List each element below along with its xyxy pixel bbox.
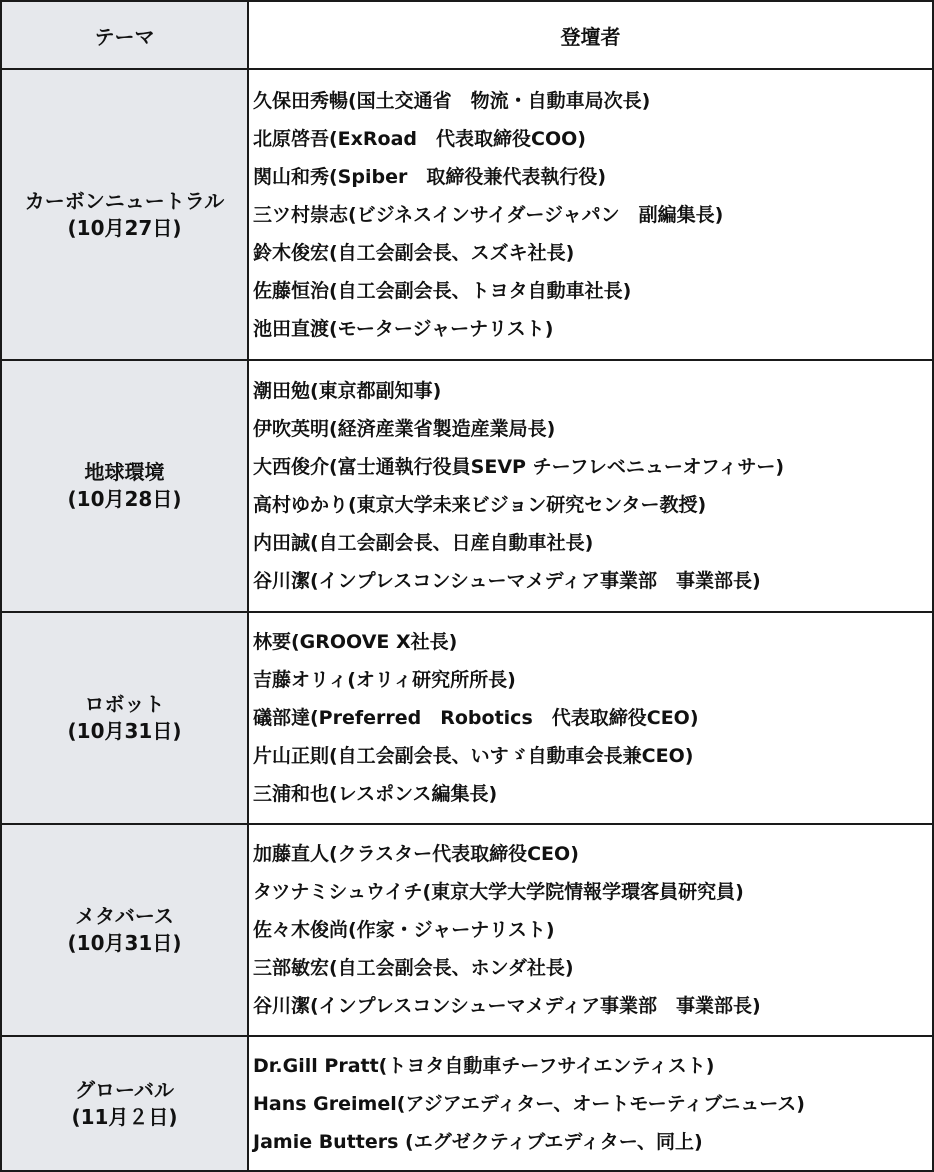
theme-cell [1, 1036, 248, 1171]
speakers-cell [248, 824, 933, 1036]
speaker-entry: 鈴木俊宏(自工会副会長、スズキ社長) [253, 241, 575, 264]
speaker-entry: 北原啓吾(ExRoad 代表取締役COO) [253, 127, 586, 150]
speaker-entry: 谷川潔(インプレスコンシューマメディア事業部 事業部長) [253, 995, 761, 1017]
theme-date: (10月31日) [67, 931, 182, 955]
speaker-entry: 谷川潔(インプレスコンシューマメディア事業部 事業部長) [253, 570, 761, 592]
theme-date: (11月２日) [71, 1104, 178, 1129]
speaker-entry: 池田直渡(モータージャーナリスト) [253, 317, 554, 340]
speakers-cell [248, 1036, 933, 1171]
speaker-entry: 高村ゆかり(東京大学未来ビジョン研究センター教授) [253, 494, 707, 516]
section-row-carbon-neutral [1, 69, 933, 360]
theme-date: (10月31日) [67, 719, 182, 743]
speakers-column-header: 登壇者 [248, 1, 933, 69]
speaker-entry: 吉藤オリィ(オリィ研究所所長) [253, 669, 516, 691]
theme-name: 地球環境 [84, 460, 165, 484]
theme-date: (10月28日) [67, 487, 182, 511]
speakers-cell [248, 360, 933, 612]
speaker-entry: 三部敏宏(自工会副会長、ホンダ社長) [253, 957, 574, 979]
speaker-entry: 加藤直人(クラスター代表取締役CEO) [253, 843, 579, 865]
section-row-metaverse [1, 824, 933, 1036]
section-row-global [1, 1036, 933, 1171]
speaker-entry: Jamie Butters (エグゼクティブエディター、同上) [253, 1130, 703, 1153]
speaker-entry: 久保田秀暢(国土交通省 物流・自動車局次長) [253, 89, 651, 112]
speaker-entry: Dr.Gill Pratt(トヨタ自動車チーフサイエンティスト) [253, 1054, 715, 1077]
header-row [1, 1, 933, 69]
speaker-entry: 佐藤恒治(自工会副会長、トヨタ自動車社長) [253, 279, 632, 302]
speaker-entry: 潮田勉(東京都副知事) [253, 380, 442, 402]
theme-cell [1, 612, 248, 824]
speaker-entry: 三浦和也(レスポンス編集長) [253, 783, 498, 805]
speaker-entry: 礒部達(Preferred Robotics 代表取締役CEO) [253, 707, 699, 729]
speakers-cell [248, 612, 933, 824]
speaker-entry: 伊吹英明(経済産業省製造産業局長) [253, 418, 556, 440]
speaker-entry: 大西俊介(富士通執行役員SEVP チーフレベニューオフィサー) [253, 456, 785, 478]
speaker-entry: 内田誠(自工会副会長、日産自動車社長) [253, 532, 594, 554]
theme-cell [1, 360, 248, 612]
theme-name: グローバル [75, 1077, 174, 1102]
section-row-robot [1, 612, 933, 824]
speaker-entry: 林要(GROOVE X社長) [253, 631, 458, 653]
speaker-entry: 三ツ村崇志(ビジネスインサイダージャパン 副編集長) [253, 203, 724, 226]
speakers-cell [248, 69, 933, 360]
speaker-entry: 片山正則(自工会副会長、いすゞ自動車会長兼CEO) [253, 745, 694, 767]
speaker-entry: 佐々木俊尚(作家・ジャーナリスト) [253, 919, 555, 941]
speaker-entry: 関山和秀(Spiber 取締役兼代表執行役) [253, 165, 607, 188]
speaker-entry: Hans Greimel(アジアエディター、オートモーティブニュース) [253, 1092, 805, 1115]
theme-cell [1, 824, 248, 1036]
section-row-global-environment [1, 360, 933, 612]
theme-name: ロボット [84, 692, 165, 716]
theme-date: (10月27日) [67, 215, 182, 240]
speaker-entry: タツナミシュウイチ(東京大学大学院情報学環客員研究員) [253, 881, 744, 903]
theme-name: カーボンニュートラル [24, 188, 225, 213]
theme-cell [1, 69, 248, 360]
theme-name: メタバース [75, 904, 174, 928]
theme-column-header: テーマ [1, 1, 248, 69]
